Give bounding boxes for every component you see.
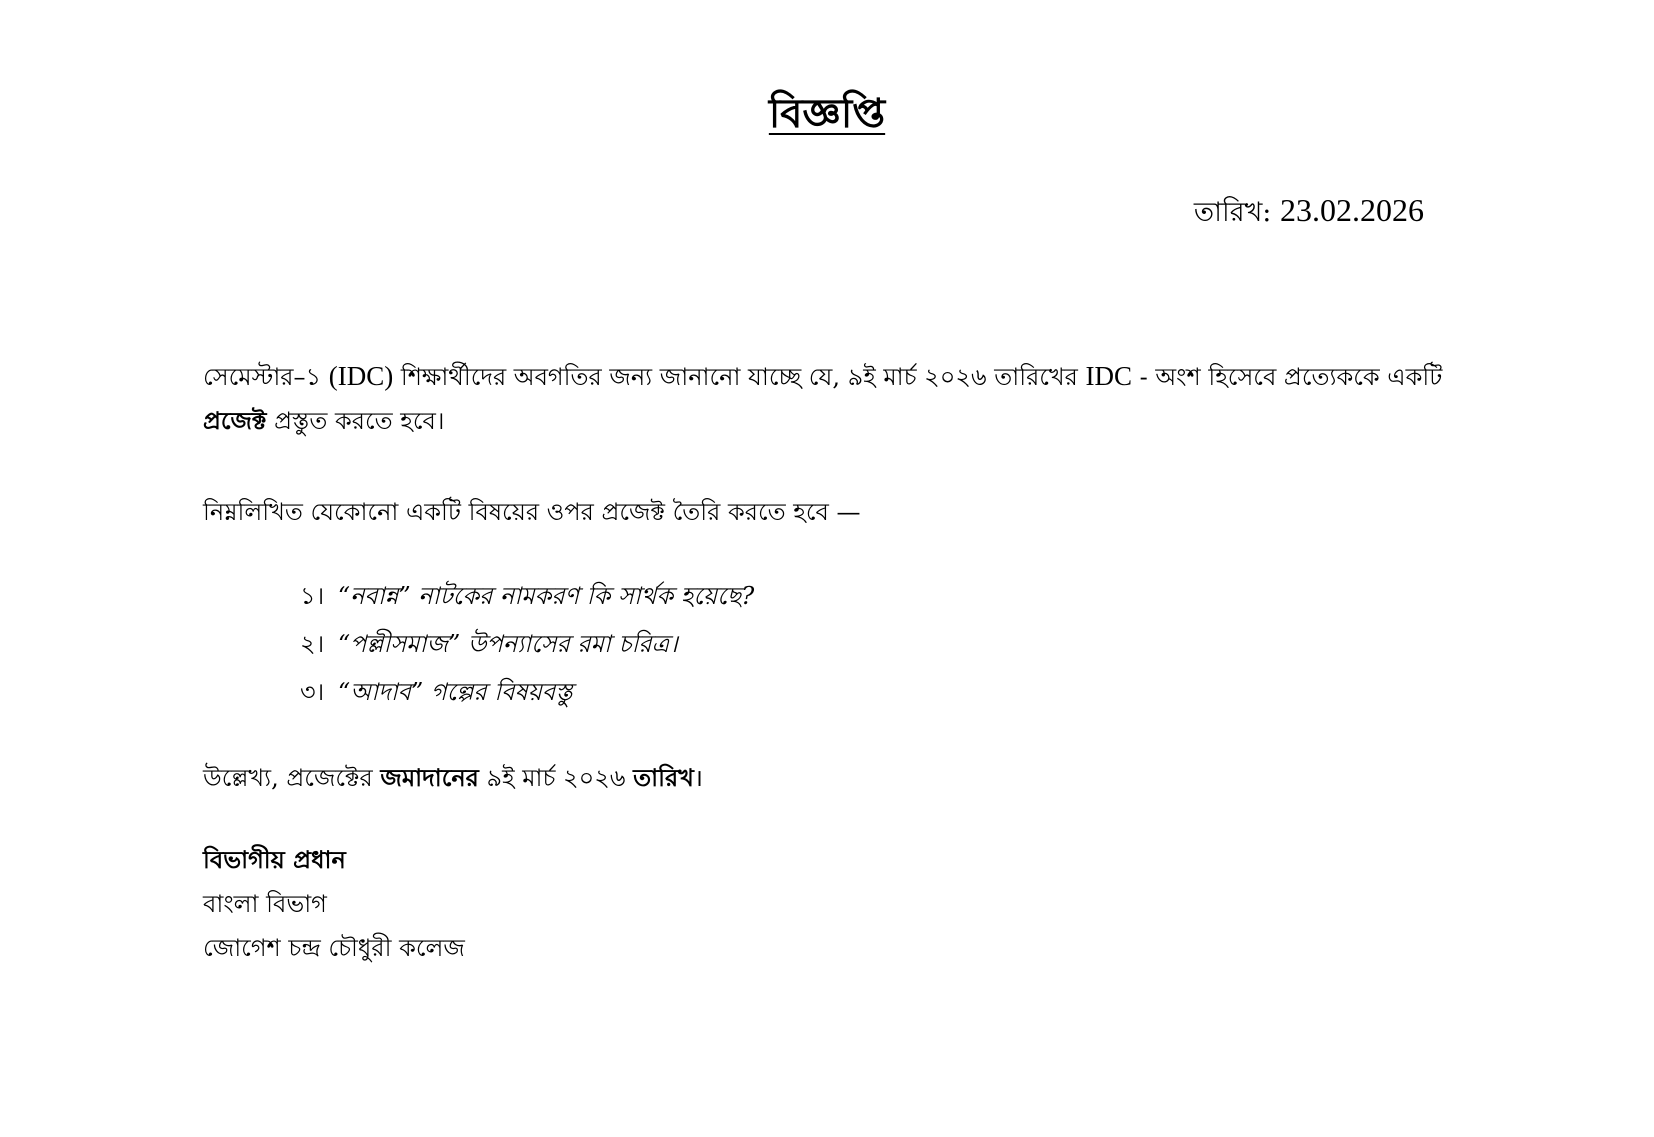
- intro-text-4: IDC: [1085, 361, 1133, 391]
- note-text-5: ।: [693, 764, 704, 792]
- note-text-3: ৯ই মার্চ ২০২৬: [478, 764, 634, 792]
- instruction-paragraph: নিম্নলিখিত যেকোনো একটি বিষয়ের ওপর প্রজেক্ট তৈরি করতে হবে —: [203, 498, 861, 526]
- topic-list: [300, 572, 1300, 716]
- notice-date: [1194, 192, 1424, 231]
- intro-text-3: শিক্ষার্থীদের অবগতির জন্য জানানো যাচ্ছে যে, ৯ই মার্চ ২০২৬ তারিখের: [393, 363, 1086, 391]
- signature-department: বাংলা বিভাগ: [203, 890, 327, 918]
- date-label: তারিখ:: [1193, 197, 1272, 228]
- note-text-2: জমাদানের: [380, 763, 479, 792]
- topic-text: “নবান্ন” নাটকের নামকরণ কি সার্থক হয়েছে?: [337, 582, 755, 610]
- submission-note: [203, 756, 1443, 800]
- note-text-1: উল্লেখ্য, প্রজেক্টের: [203, 764, 381, 792]
- intro-text-6: প্রজেক্ট: [203, 406, 267, 435]
- intro-paragraph: [203, 354, 1443, 443]
- intro-text-5: - অংশ হিসেবে প্রত্যেককে একটি: [1132, 363, 1443, 391]
- topic-text: “আদাব” গল্পের বিষয়বস্তু: [337, 678, 573, 706]
- topic-text: “পল্লীসমাজ” উপন্যাসের রমা চরিত্র।: [337, 630, 678, 658]
- intro-text-2: (IDC): [328, 361, 394, 391]
- topic-number: ২।: [300, 630, 325, 658]
- signature-designation: বিভাগীয় প্রধান: [203, 845, 346, 874]
- intro-text-1: সেমেস্টার–১: [203, 363, 329, 391]
- list-item: [300, 668, 1300, 716]
- date-value: 23.02.2026: [1280, 192, 1424, 228]
- note-text-4: তারিখ: [633, 763, 694, 792]
- signature-block: [203, 838, 465, 970]
- list-item: [300, 620, 1300, 668]
- signature-college: জোগেশ চন্দ্র চৌধুরী কলেজ: [203, 934, 465, 962]
- notice-title-text: বিজ্ঞপ্তি: [768, 90, 886, 137]
- intro-text-7: প্রস্তুত করতে হবে।: [266, 407, 445, 435]
- topic-number: ৩।: [300, 678, 325, 706]
- topic-number: ১।: [300, 582, 325, 610]
- notice-title: [0, 88, 1654, 140]
- list-item: [300, 572, 1300, 620]
